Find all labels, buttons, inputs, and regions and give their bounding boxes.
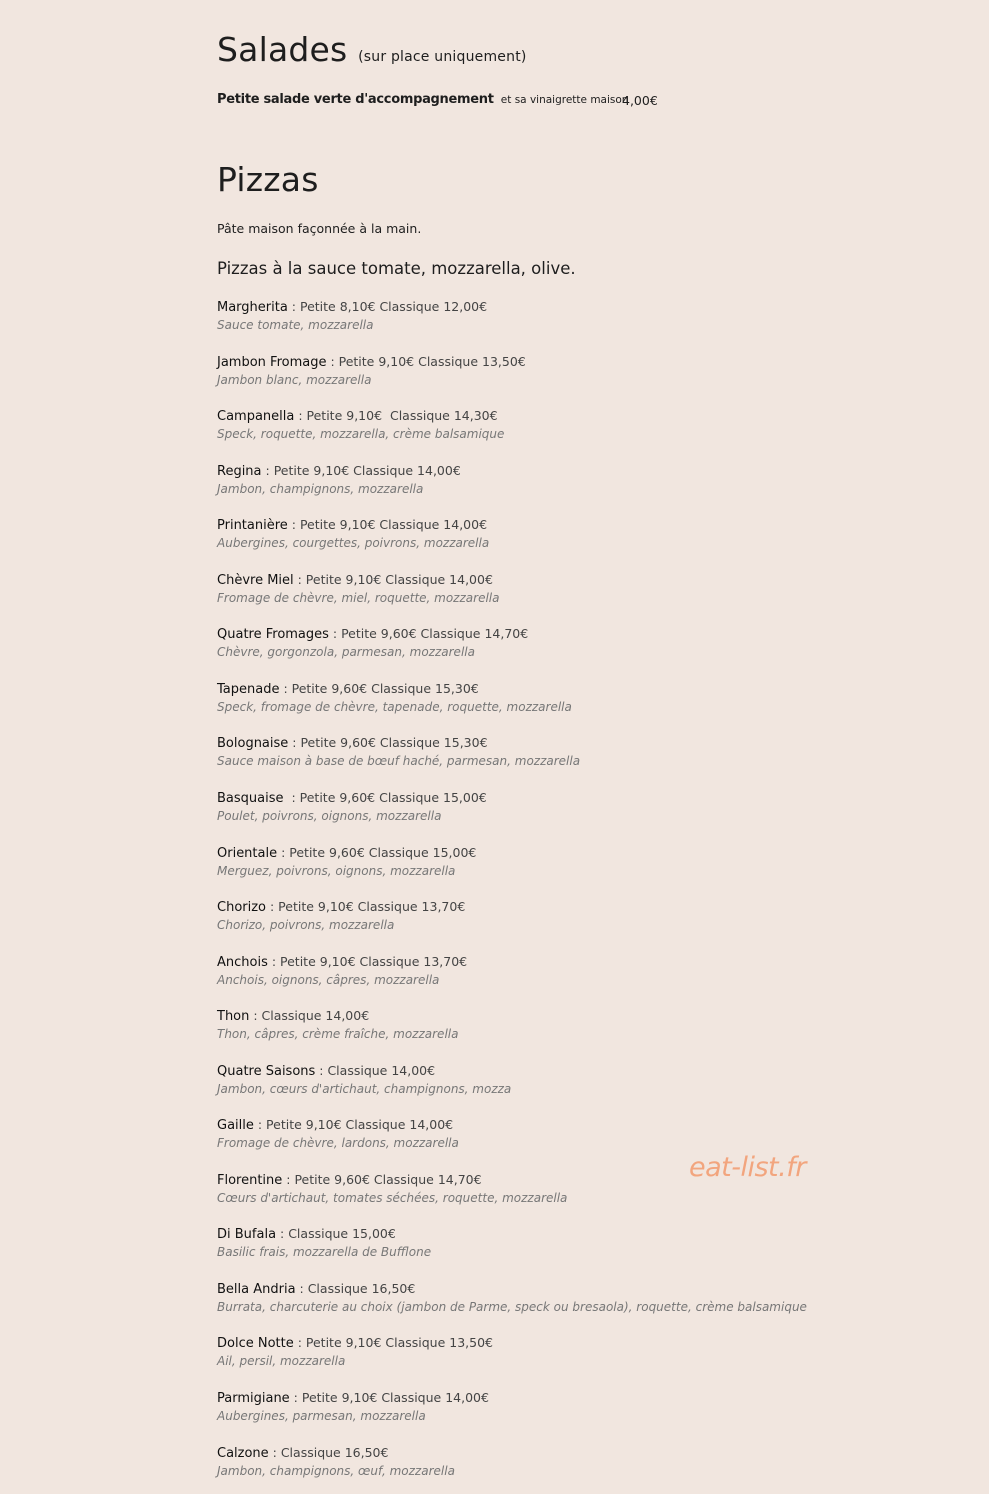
pizza-item bbox=[217, 1116, 459, 1152]
pizza-prices: : Petite 9,60€ Classique 15,00€ bbox=[277, 845, 477, 860]
pizza-prices: : Petite 9,60€ Classique 14,70€ bbox=[328, 626, 529, 641]
pizza-line bbox=[217, 625, 528, 643]
watermark-logo: eat-list.fr bbox=[689, 1152, 806, 1183]
salad-price: 4,00€ bbox=[622, 93, 658, 108]
pizza-description: Aubergines, courgettes, poivrons, mozzarella bbox=[217, 536, 490, 550]
pizza-description: Jambon blanc, mozzarella bbox=[217, 373, 372, 387]
pizza-prices: : Classique 16,50€ bbox=[295, 1281, 416, 1296]
pizza-line bbox=[217, 734, 580, 752]
pizza-name: Gaille bbox=[217, 1118, 254, 1133]
pizza-line bbox=[217, 571, 499, 589]
pizza-description: Jambon, cœurs d'artichaut, champignons, mozza bbox=[217, 1082, 512, 1096]
salad-item bbox=[217, 92, 658, 108]
pizza-description: Sauce maison à base de bœuf haché, parmesan, mozzarella bbox=[217, 754, 581, 768]
pizza-line bbox=[217, 1225, 431, 1243]
pizza-line bbox=[217, 1116, 459, 1134]
pizza-item bbox=[217, 462, 461, 498]
pizza-name: Thon bbox=[217, 1009, 250, 1024]
pizzas-title: Pizzas bbox=[217, 160, 319, 199]
pizza-prices: : Petite 9,60€ Classique 15,00€ bbox=[283, 790, 487, 805]
pizza-item bbox=[217, 1280, 807, 1316]
pizza-description: Fromage de chèvre, miel, roquette, mozzarella bbox=[217, 591, 500, 605]
pizzas-note: Pâte maison façonnée à la main. bbox=[217, 221, 422, 236]
pizza-prices: : Petite 9,60€ Classique 15,30€ bbox=[288, 735, 488, 750]
pizza-description: Burrata, charcuterie au choix (jambon de Parme, speck ou bresaola), roquette, crème balsamique bbox=[217, 1300, 807, 1314]
salades-heading bbox=[217, 30, 527, 69]
pizza-line bbox=[217, 516, 489, 534]
pizza-name: Regina bbox=[217, 464, 262, 479]
pizza-line bbox=[217, 1389, 489, 1407]
pizza-description: Basilic frais, mozzarella de Bufflone bbox=[217, 1245, 432, 1259]
pizza-name: Jambon Fromage bbox=[217, 355, 327, 370]
pizza-prices: : Petite 9,10€ Classique 14,00€ bbox=[261, 463, 461, 478]
pizza-item bbox=[217, 1389, 489, 1425]
pizza-prices: : Petite 9,10€ Classique 13,50€ bbox=[326, 354, 526, 369]
pizza-name: Chorizo bbox=[217, 900, 267, 915]
pizza-item bbox=[217, 571, 499, 607]
pizzas-subheading: Pizzas à la sauce tomate, mozzarella, olive. bbox=[217, 259, 576, 278]
pizza-description: Poulet, poivrons, oignons, mozzarella bbox=[217, 809, 442, 823]
pizza-prices: : Classique 16,50€ bbox=[268, 1445, 389, 1460]
pizza-line bbox=[217, 953, 467, 971]
pizza-item bbox=[217, 898, 465, 934]
pizza-description: Chèvre, gorgonzola, parmesan, mozzarella bbox=[217, 645, 475, 659]
pizza-item bbox=[217, 789, 487, 825]
pizza-name: Calzone bbox=[217, 1446, 269, 1461]
pizza-description: Anchois, oignons, câpres, mozzarella bbox=[217, 973, 440, 987]
pizza-line bbox=[217, 898, 465, 916]
pizza-description: Speck, roquette, mozzarella, crème balsamique bbox=[217, 427, 505, 441]
pizza-line bbox=[217, 844, 476, 862]
pizza-prices: : Petite 9,60€ Classique 14,70€ bbox=[282, 1172, 482, 1187]
pizza-item bbox=[217, 1007, 458, 1043]
pizza-name: Bella Andria bbox=[217, 1282, 296, 1297]
pizza-name: Margherita bbox=[217, 300, 288, 315]
pizza-prices: : Classique 15,00€ bbox=[276, 1226, 396, 1241]
pizza-line bbox=[217, 1007, 458, 1025]
pizza-name: Quatre Fromages bbox=[217, 627, 329, 642]
pizza-item bbox=[217, 516, 489, 552]
pizza-item bbox=[217, 1062, 511, 1098]
pizza-prices: : Petite 8,10€ Classique 12,00€ bbox=[287, 299, 488, 314]
pizza-prices: : Classique 14,00€ bbox=[249, 1008, 370, 1023]
pizza-line bbox=[217, 1280, 807, 1298]
pizza-prices: : Petite 9,10€ Classique 13,70€ bbox=[267, 954, 468, 969]
pizza-item bbox=[217, 1225, 431, 1261]
pizza-description: Speck, fromage de chèvre, tapenade, roquette, mozzarella bbox=[217, 700, 572, 714]
pizza-name: Campanella bbox=[217, 409, 295, 424]
pizza-item bbox=[217, 1171, 567, 1207]
pizza-name: Bolognaise bbox=[217, 736, 289, 751]
pizza-prices: : Petite 9,10€ Classique 14,00€ bbox=[289, 1390, 489, 1405]
salad-detail: et sa vinaigrette maison bbox=[500, 94, 629, 106]
pizza-line bbox=[217, 1334, 493, 1352]
salades-title: Salades bbox=[217, 30, 348, 69]
pizza-name: Tapenade bbox=[217, 682, 280, 697]
pizza-prices: : Classique 14,00€ bbox=[315, 1063, 436, 1078]
pizza-item bbox=[217, 407, 504, 443]
pizza-name: Printanière bbox=[217, 518, 288, 533]
pizza-description: Chorizo, poivrons, mozzarella bbox=[217, 918, 395, 932]
pizza-name: Orientale bbox=[217, 846, 278, 861]
pizza-description: Jambon, champignons, œuf, mozzarella bbox=[217, 1464, 455, 1478]
pizzas-heading bbox=[217, 160, 319, 199]
pizza-line bbox=[217, 1062, 511, 1080]
pizza-item bbox=[217, 734, 580, 770]
pizza-description: Jambon, champignons, mozzarella bbox=[217, 482, 424, 496]
pizza-description: Ail, persil, mozzarella bbox=[217, 1354, 346, 1368]
salad-name: Petite salade verte d'accompagnement bbox=[217, 92, 494, 107]
pizza-description: Aubergines, parmesan, mozzarella bbox=[217, 1409, 426, 1423]
pizza-line bbox=[217, 353, 526, 371]
pizza-item bbox=[217, 1444, 455, 1480]
pizza-description: Merguez, poivrons, oignons, mozzarella bbox=[217, 864, 456, 878]
salades-subtitle: (sur place uniquement) bbox=[358, 49, 527, 65]
pizza-name: Anchois bbox=[217, 955, 268, 970]
pizza-item bbox=[217, 1334, 493, 1370]
pizza-name: Dolce Notte bbox=[217, 1336, 294, 1351]
pizza-line bbox=[217, 462, 461, 480]
pizza-prices: : Petite 9,10€ Classique 13,50€ bbox=[293, 1335, 493, 1350]
pizza-name: Florentine bbox=[217, 1173, 283, 1188]
pizza-item bbox=[217, 953, 467, 989]
pizza-line bbox=[217, 407, 504, 425]
pizza-prices: : Petite 9,10€ Classique 14,00€ bbox=[287, 517, 488, 532]
pizza-name: Basquaise bbox=[217, 791, 284, 806]
pizza-item bbox=[217, 844, 476, 880]
pizza-line bbox=[217, 789, 487, 807]
pizza-item bbox=[217, 680, 572, 716]
pizza-item bbox=[217, 625, 528, 661]
pizza-description: Cœurs d'artichaut, tomates séchées, roquette, mozzarella bbox=[217, 1191, 568, 1205]
pizza-item bbox=[217, 353, 526, 389]
pizza-prices: : Petite 9,10€ Classique 13,70€ bbox=[266, 899, 466, 914]
pizza-prices: : Petite 9,10€ Classique 14,00€ bbox=[253, 1117, 454, 1132]
pizza-name: Chèvre Miel bbox=[217, 573, 294, 588]
pizza-line bbox=[217, 680, 572, 698]
pizza-item bbox=[217, 298, 487, 334]
pizza-description: Thon, câpres, crème fraîche, mozzarella bbox=[217, 1027, 459, 1041]
pizza-prices: : Petite 9,60€ Classique 15,30€ bbox=[279, 681, 479, 696]
pizza-line bbox=[217, 298, 487, 316]
pizza-description: Sauce tomate, mozzarella bbox=[217, 318, 374, 332]
pizza-prices: : Petite 9,10€ Classique 14,30€ bbox=[294, 408, 498, 423]
pizza-name: Quatre Saisons bbox=[217, 1064, 316, 1079]
pizza-line bbox=[217, 1444, 455, 1462]
pizza-name: Di Bufala bbox=[217, 1227, 277, 1242]
pizza-prices: : Petite 9,10€ Classique 14,00€ bbox=[293, 572, 493, 587]
pizza-description: Fromage de chèvre, lardons, mozzarella bbox=[217, 1136, 459, 1150]
pizza-name: Parmigiane bbox=[217, 1391, 290, 1406]
pizza-line bbox=[217, 1171, 567, 1189]
